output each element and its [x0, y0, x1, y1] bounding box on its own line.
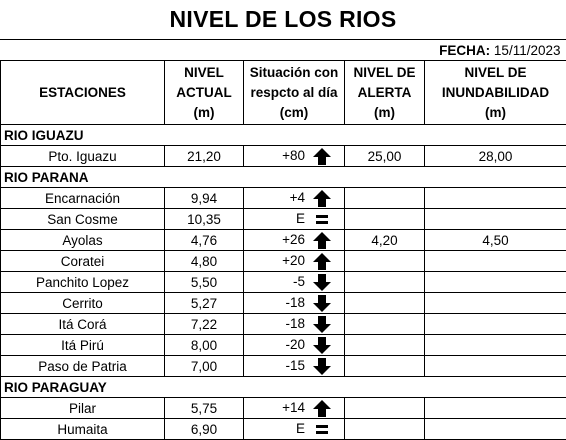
station-cell: San Cosme — [1, 209, 165, 230]
situation-value: -5 — [257, 274, 305, 289]
level-cell: 7,22 — [165, 314, 244, 335]
up-arrow-icon — [313, 400, 331, 417]
situation-cell — [244, 251, 345, 272]
alert-level-cell — [345, 419, 425, 440]
section-title: RIO IGUAZU — [1, 125, 566, 146]
section-row — [1, 125, 566, 146]
station-cell: Cerrito — [1, 293, 165, 314]
station-cell: Coratei — [1, 251, 165, 272]
situation-cell — [244, 419, 345, 440]
situation-cell — [244, 356, 345, 377]
header-line: ALERTA — [345, 83, 424, 103]
level-cell: 7,00 — [165, 356, 244, 377]
station-cell: Humaita — [1, 419, 165, 440]
level-cell: 5,50 — [165, 272, 244, 293]
table-row — [1, 293, 566, 314]
up-arrow-icon — [313, 232, 331, 249]
flood-level-cell — [425, 251, 566, 272]
header-line: INUNDABILIDAD — [425, 83, 566, 103]
header-estaciones: ESTACIONES — [1, 61, 165, 125]
flood-level-cell — [425, 419, 566, 440]
header-nivel-actual — [165, 61, 244, 125]
situation-cell — [244, 398, 345, 419]
date-value: 15/11/2023 — [494, 43, 561, 58]
down-arrow-icon — [313, 316, 331, 333]
situation-cell — [244, 188, 345, 209]
up-arrow-icon — [313, 253, 331, 270]
level-cell: 6,90 — [165, 419, 244, 440]
level-cell: 10,35 — [165, 209, 244, 230]
alert-level-cell — [345, 272, 425, 293]
level-cell: 5,75 — [165, 398, 244, 419]
header-line: (m) — [345, 103, 424, 123]
flood-level-cell: 4,50 — [425, 230, 566, 251]
alert-level-cell — [345, 209, 425, 230]
situation-value: -15 — [257, 358, 305, 373]
alert-level-cell — [345, 293, 425, 314]
header-line: (cm) — [244, 103, 344, 123]
situation-value: -18 — [257, 316, 305, 331]
flood-level-cell — [425, 356, 566, 377]
table-row — [1, 230, 566, 251]
flood-level-cell: 28,00 — [425, 146, 566, 167]
situation-cell — [244, 272, 345, 293]
situation-value: -18 — [257, 295, 305, 310]
header-line: NIVEL DE — [345, 63, 424, 83]
header-line: NIVEL DE — [425, 63, 566, 83]
alert-level-cell — [345, 335, 425, 356]
level-cell: 4,80 — [165, 251, 244, 272]
station-cell: Paso de Patria — [1, 356, 165, 377]
level-cell: 8,00 — [165, 335, 244, 356]
alert-level-cell — [345, 314, 425, 335]
alert-level-cell — [345, 398, 425, 419]
down-arrow-icon — [313, 274, 331, 291]
alert-level-cell — [345, 356, 425, 377]
section-title: RIO PARAGUAY — [1, 377, 566, 398]
date-cell — [345, 40, 566, 61]
situation-cell — [244, 314, 345, 335]
river-level-table — [0, 40, 566, 440]
station-cell: Ayolas — [1, 230, 165, 251]
date-label: FECHA: — [439, 43, 490, 58]
station-cell: Itá Corá — [1, 314, 165, 335]
station-cell: Encarnación — [1, 188, 165, 209]
station-cell: Itá Pirú — [1, 335, 165, 356]
header-line: NIVEL — [165, 63, 243, 83]
flood-level-cell — [425, 293, 566, 314]
situation-cell — [244, 146, 345, 167]
station-cell: Panchito Lopez — [1, 272, 165, 293]
table-row — [1, 356, 566, 377]
section-row — [1, 377, 566, 398]
equals-icon — [313, 211, 331, 228]
alert-level-cell — [345, 188, 425, 209]
situation-cell — [244, 209, 345, 230]
situation-value: +20 — [257, 253, 305, 268]
situation-cell — [244, 293, 345, 314]
equals-icon — [313, 421, 331, 438]
page-title: NIVEL DE LOS RIOS — [0, 0, 566, 40]
situation-value: +80 — [257, 148, 305, 163]
situation-cell — [244, 335, 345, 356]
alert-level-cell: 4,20 — [345, 230, 425, 251]
table-row — [1, 419, 566, 440]
table-row — [1, 314, 566, 335]
table-row — [1, 188, 566, 209]
level-cell: 4,76 — [165, 230, 244, 251]
header-line: ACTUAL — [165, 83, 243, 103]
section-title: RIO PARANA — [1, 167, 566, 188]
up-arrow-icon — [313, 148, 331, 165]
situation-cell — [244, 230, 345, 251]
level-cell: 5,27 — [165, 293, 244, 314]
section-row — [1, 167, 566, 188]
header-situacion — [244, 61, 345, 125]
header-line: (m) — [165, 103, 243, 123]
situation-value: +26 — [257, 232, 305, 247]
down-arrow-icon — [313, 337, 331, 354]
level-cell: 9,94 — [165, 188, 244, 209]
situation-value: +14 — [257, 400, 305, 415]
alert-level-cell — [345, 251, 425, 272]
situation-value: E — [257, 211, 305, 226]
table-row — [1, 335, 566, 356]
header-nivel-inundabilidad — [425, 61, 566, 125]
flood-level-cell — [425, 314, 566, 335]
station-cell: Pto. Iguazu — [1, 146, 165, 167]
down-arrow-icon — [313, 295, 331, 312]
header-line: respcto al día — [244, 83, 344, 103]
station-cell: Pilar — [1, 398, 165, 419]
header-nivel-alerta — [345, 61, 425, 125]
up-arrow-icon — [313, 190, 331, 207]
flood-level-cell — [425, 209, 566, 230]
situation-value: E — [257, 421, 305, 436]
date-row — [1, 40, 566, 61]
flood-level-cell — [425, 398, 566, 419]
level-cell: 21,20 — [165, 146, 244, 167]
table-row — [1, 398, 566, 419]
header-line: Situación con — [244, 63, 344, 83]
situation-value: +4 — [257, 190, 305, 205]
header-line: (m) — [425, 103, 566, 123]
down-arrow-icon — [313, 358, 331, 375]
table-row — [1, 272, 566, 293]
flood-level-cell — [425, 188, 566, 209]
table-row — [1, 146, 566, 167]
situation-value: -20 — [257, 337, 305, 352]
flood-level-cell — [425, 335, 566, 356]
alert-level-cell: 25,00 — [345, 146, 425, 167]
header-row — [1, 61, 566, 125]
table-row — [1, 209, 566, 230]
flood-level-cell — [425, 272, 566, 293]
table-row — [1, 251, 566, 272]
